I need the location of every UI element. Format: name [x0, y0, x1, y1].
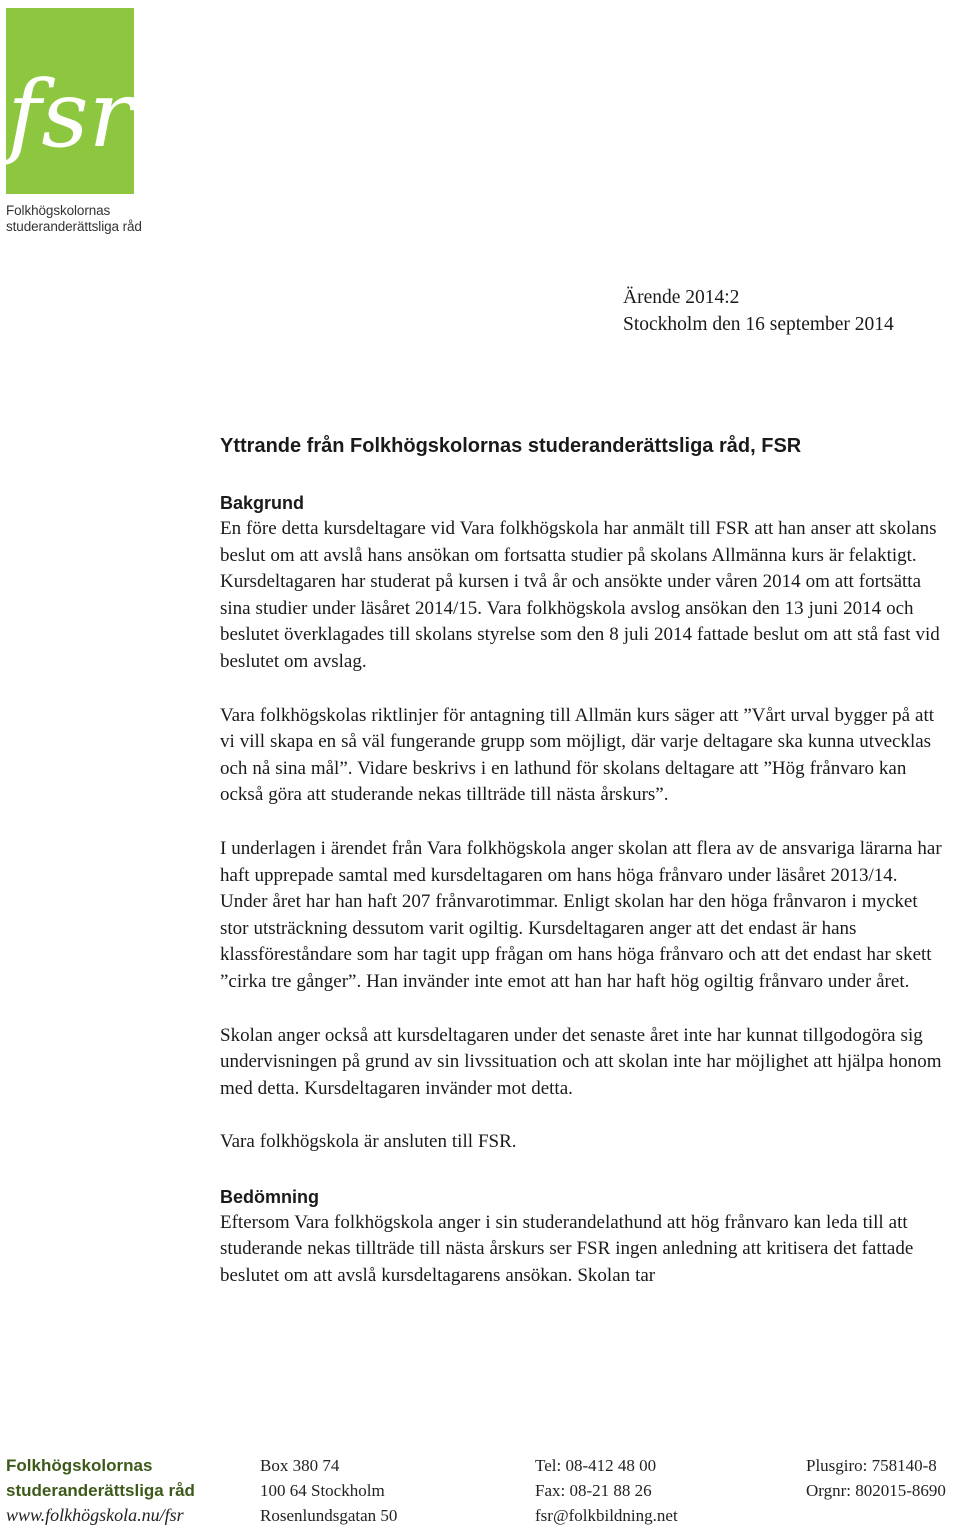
paragraph: I underlagen i ärendet från Vara folkhögskola anger skolan att flera av de ansvariga lärarna har haft upprepade samtal med kursdeltagaren om hans höga frånvaro under läsåret 2013/14. Under året har han haft 207 frånvarotimmar. Enligt skolan har den höga frånvaron i mycket stor utsträckning dessutom varit ogiltig. Kursdeltagaren anger att det endast är hans klassföreståndare som har tagit upp frågan om hans höga frånvaro och att det endast har skett ”cirka tre gånger”. Han invänder inte emot att han har haft hög ogiltig frånvaro under året.	[220, 837, 942, 992]
footer-fax: Fax: 08-21 88 26	[535, 1481, 652, 1500]
section-title-bedomning: Bedömning	[220, 1186, 319, 1207]
paragraph: En före detta kursdeltagare vid Vara folkhögskola har anmält till FSR att han anser att skolans beslut om att avslå hans ansökan om fortsatta studier på skolans Allmänna kurs är felaktigt. Kursdeltagaren har studerat på kursen i två år och ansökte under våren 2014 om att fortsätta sina studier under läsåret 2014/15. Vara folkhögskola avslog ansökan den 13 juni 2014 och beslutet överklagades till skolans styrelse som den 8 juli 2014 fattade beslut om att stå fast vid beslutet om avslag.	[220, 518, 940, 672]
footer-phone: Tel: 08-412 48 00	[535, 1456, 657, 1475]
page-footer	[0, 1453, 960, 1531]
section-title-bakgrund: Bakgrund	[220, 493, 305, 513]
place-and-date: Stockholm den 16 september 2014	[623, 314, 894, 335]
footer-orgnr: Orgnr: 802015-8690	[806, 1481, 946, 1500]
svg-text:fsr: fsr	[7, 61, 133, 168]
fsr-logo	[6, 8, 142, 235]
document-body	[220, 490, 946, 1317]
fsr-logo-mark	[6, 8, 134, 194]
logo-caption: Folkhögskolornas studeranderättsliga råd	[6, 203, 142, 234]
document-title: Yttrande från Folkhögskolornas studeranderättsliga råd, FSR	[220, 435, 802, 457]
case-number: Ärende 2014:2	[623, 287, 740, 308]
footer-organisation: Folkhögskolornas studeranderättsliga råd www.folkhögskola.nu/fsr	[6, 1453, 195, 1528]
footer-account	[806, 1453, 946, 1503]
document-meta	[623, 284, 894, 338]
footer-address: Box 380 74 100 64 Stockholm Rosenlundsgatan 50	[260, 1456, 398, 1525]
footer-email-link[interactable]: fsr@folkbildning.net	[535, 1506, 678, 1525]
paragraph: Vara folkhögskolas riktlinjer för antagning till Allmän kurs säger att ”Vårt urval bygger på att vi vill skapa en så väl fungerande grupp som möjligt, där varje deltagare ska kunna utvecklas och nå sina mål”. Vidare beskrivs i en lathund för skolans deltagare att ”Hög frånvaro kan också göra att studerande nekas tillträde till nästa årskurs”.	[220, 704, 935, 806]
paragraph: Skolan anger också att kursdeltagaren under det senaste året inte har kunnat tillgodogöra sig undervisningen på grund av sin livssituation och att skolan inte har möjlighet att hjälpa honom med detta. Kursdeltagaren invänder mot detta.	[220, 1024, 942, 1099]
footer-contact	[535, 1453, 678, 1528]
footer-plusgiro: Plusgiro: 758140-8	[806, 1456, 937, 1475]
paragraph: Vara folkhögskola är ansluten till FSR.	[220, 1131, 517, 1153]
footer-website-link[interactable]: www.folkhögskola.nu/fsr	[6, 1505, 184, 1525]
paragraph: Eftersom Vara folkhögskola anger i sin studerandelathund att hög frånvaro kan leda till att studerande nekas tillträde till nästa årskurs ser FSR ingen anledning att kritisera det fattade beslutet om att avslå kursdeltagarens ansökan. Skolan tar	[220, 1211, 914, 1287]
